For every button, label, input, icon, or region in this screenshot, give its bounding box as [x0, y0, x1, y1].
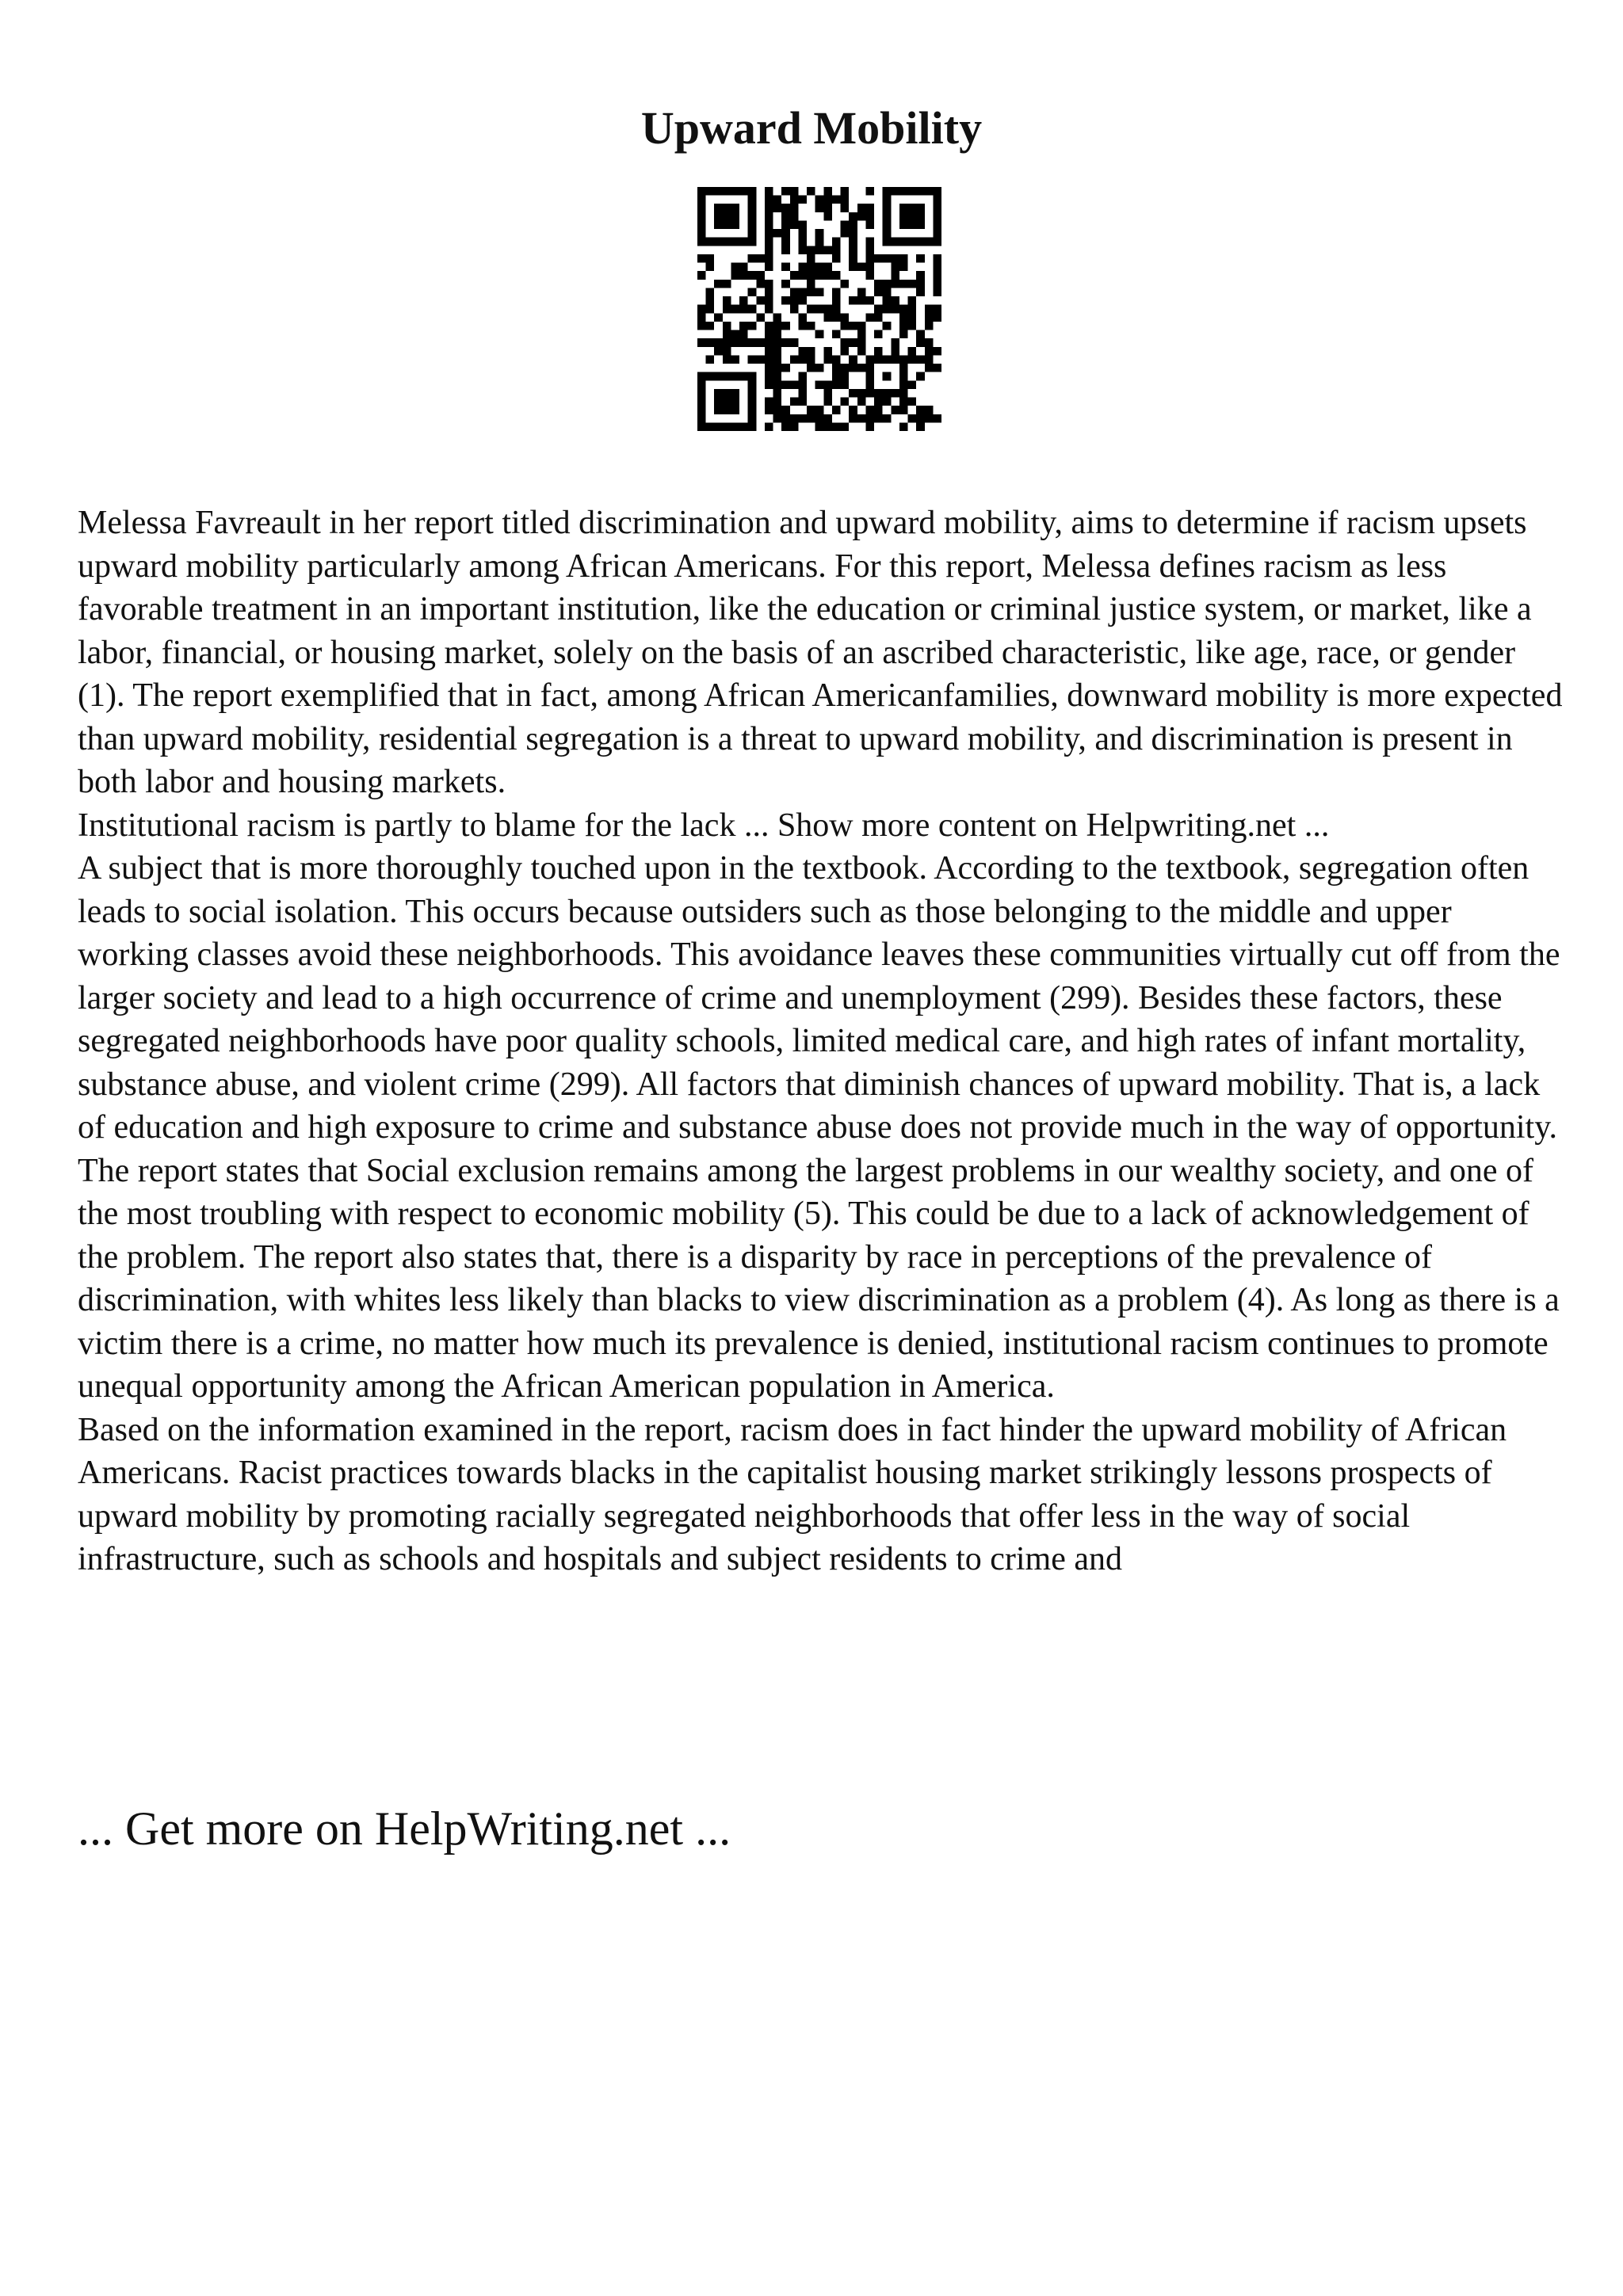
document-body — [78, 502, 1568, 1581]
body-paragraph-1: Melessa Favreault in her report titled discrimination and upward mobility, aims to determine if racism upsets upward mobility particularly among African Americans. For this report, Melessa defines racism as less favorable treatment in an important institution, like the education or criminal justice system, or market, like a labor, financial, or housing market, solely on the basis of an ascribed characteristic, like age, race, or gender (1). The report exemplified that in fact, among African Americanfamilies, downward mobility is more expected than upward mobility, residential segregation is a threat to upward mobility, and discrimination is present in both labor and housing markets. — [78, 505, 1563, 800]
body-paragraph-2: Institutional racism is partly to blame for the lack ... Show more content on Helpwriting.net ... — [78, 807, 1330, 844]
get-more-link[interactable]: ... Get more on HelpWriting.net ... — [78, 1802, 731, 1855]
document-title: Upward Mobility — [640, 102, 983, 154]
qr-code-icon — [697, 187, 941, 431]
qr-code — [697, 187, 941, 431]
body-paragraph-3: A subject that is more thoroughly touched upon in the textbook. According to the textbook, segregation often leads to social isolation. This occurs because outsiders such as those belonging to the middle and upper working classes avoid these neighborhoods. This avoidance leaves these communities virtually cut off from the larger society and lead to a high occurrence of crime and unemployment (299). Besides these factors, these segregated neighborhoods have poor quality schools, limited medical care, and high rates of infant mortality, substance abuse, and violent crime (299). All factors that diminish chances of upward mobility. That is, a lack of education and high exposure to crime and substance abuse does not provide much in the way of opportunity. The report states that Social exclusion remains among the largest problems in our wealthy society, and one of the most troubling with respect to economic mobility (5). This could be due to a lack of acknowledgement of the problem. The report also states that, there is a disparity by race in perceptions of the prevalence of discrimination, with whites less likely than blacks to view discrimination as a problem (4). As long as there is a victim there is a crime, no matter how much its prevalence is denied, institutional racism continues to promote unequal opportunity among the African American population in America. — [78, 850, 1560, 1405]
body-paragraph-4: Based on the information examined in the report, racism does in fact hinder the upward mobility of African Americans. Racist practices towards blacks in the capitalist housing market strikingly lessons prospects of upward mobility by promoting racially segregated neighborhoods that offer less in the way of social infrastructure, such as schools and hospitals and subject residents to crime and — [78, 1411, 1507, 1577]
